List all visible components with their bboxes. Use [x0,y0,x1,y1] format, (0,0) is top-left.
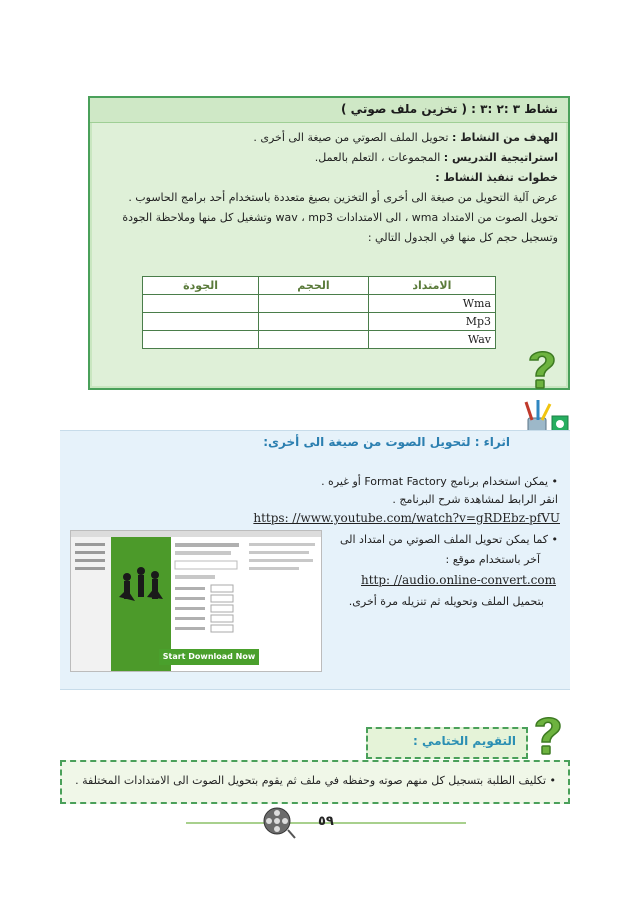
strategy-text: المجموعات ، التعلم بالعمل. [314,151,441,164]
converter-website-screenshot [70,530,322,672]
bullet-2-cont: وتسجيل حجم كل منها في الجدول التالي : [367,231,558,244]
activity-header [90,98,568,123]
activity-body [96,128,558,248]
strategy-label: استراتيجية التدريس : [443,151,558,164]
activity-box [88,96,570,390]
goal-label: الهدف من النشاط : [451,131,558,144]
enrichment-line-2: انقر الرابط لمشاهدة شرح البرنامج . [392,493,558,506]
table-cell [143,331,259,349]
convert-link[interactable]: http: //audio.online-convert.com [361,573,556,587]
film-reel-icon [262,806,296,840]
table-header: الامتداد [368,277,495,295]
final-assessment-box [60,760,570,804]
table-cell [259,295,369,313]
table-header: الحجم [259,277,369,295]
table-cell: Wav [368,331,495,349]
enrichment-title: اثراء : لتحويل الصوت من صيغة الى أخرى: [263,435,510,449]
question-mark-icon [530,712,566,758]
bullet-1: عرض آلية التحويل من صيغة الى أخرى أو التخزين بصيغ متعددة باستخدام أحد برامج الحاسوب . [128,191,558,204]
enrichment-line-5: بتحميل الملف وتحويله ثم تنزيله مرة أخرى. [348,595,544,608]
question-mark-icon [524,346,560,392]
page-number: ٥٩ [318,814,334,829]
final-assessment-text: • تكليف الطلبة بتسجيل كل منهم صوته وحفظه في ملف ثم يقوم بتحويل الصوت الى الامتدادات المختلفة . [75,774,556,787]
table-row [143,295,496,313]
start-download-button: Start Download Now [159,649,259,665]
youtube-link[interactable]: https: //www.youtube.com/watch?v=gRDEbz-pfVU [253,511,560,525]
table-cell [259,331,369,349]
strategy-line [96,148,558,168]
activity-title: نشاط ٣ :٢ :٣ : ( تخزين ملف صوتي ) [341,102,558,116]
table-header: الجودة [143,277,259,295]
enrichment-line-3: • كما يمكن تحويل الملف الصوتي من امتداد الى [339,533,558,546]
bullet-2: تحويل الصوت من الامتداد wma ، الى الامتدادات wav ، mp3 وتشغيل كل منها وملاحظة الجودة [122,211,558,224]
table-row [143,313,496,331]
extension-table [142,276,496,349]
enrichment-line-4: آخر باستخدام موقع : [445,553,540,566]
table-cell [143,313,259,331]
table-cell: Mp3 [368,313,495,331]
table-row [143,331,496,349]
table-header-row [143,277,496,295]
goal-line [96,128,558,148]
goal-text: تحويل الملف الصوتي من صيغة الى أخرى . [253,131,449,144]
final-assessment-label-box [366,727,528,759]
table-cell: Wma [368,295,495,313]
table-cell [143,295,259,313]
table-cell [259,313,369,331]
enrichment-line-1: • يمكن استخدام برنامج Format Factory أو غيره . [321,475,558,488]
steps-label: خطوات تنفيذ النشاط : [435,171,558,184]
final-assessment-label: التقويم الختامي : [413,734,516,748]
